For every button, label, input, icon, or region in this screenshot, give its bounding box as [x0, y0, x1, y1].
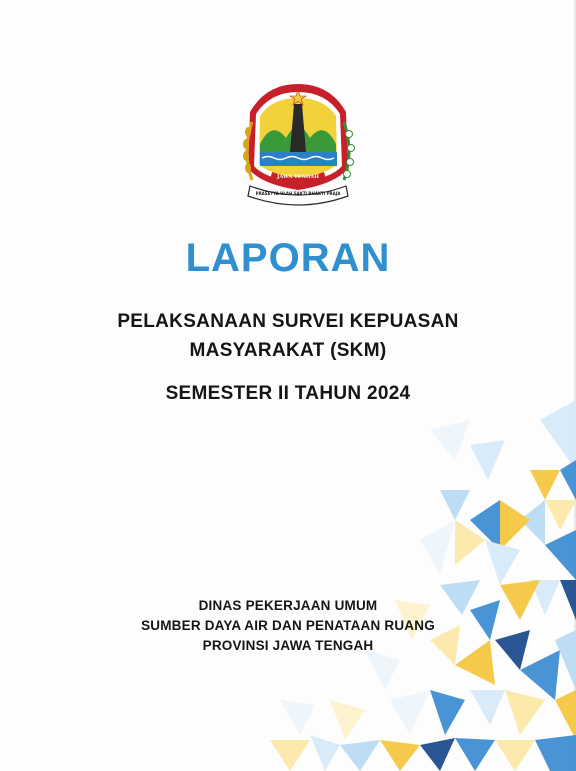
emblem-banner-text: JAWA TENGAH — [277, 174, 319, 180]
emblem-motto-text: PRASETYA ULAH SAKTI BHAKTI PRAJA — [255, 191, 341, 196]
subtitle-line-2: MASYARAKAT (SKM) — [189, 340, 387, 361]
subtitle-line-1: PELAKSANAAN SURVEI KEPUASAN — [117, 311, 459, 332]
page-title: LAPORAN — [185, 236, 391, 280]
organization-line-1: DINAS PEKERJAAN UMUM — [198, 598, 378, 613]
subtitle-line-3: SEMESTER II TAHUN 2024 — [165, 383, 411, 404]
organization-line-2: SUMBER DAYA AIR DAN PENATAAN RUANG — [141, 618, 435, 633]
organization-line-3: PROVINSI JAWA TENGAH — [202, 638, 374, 653]
